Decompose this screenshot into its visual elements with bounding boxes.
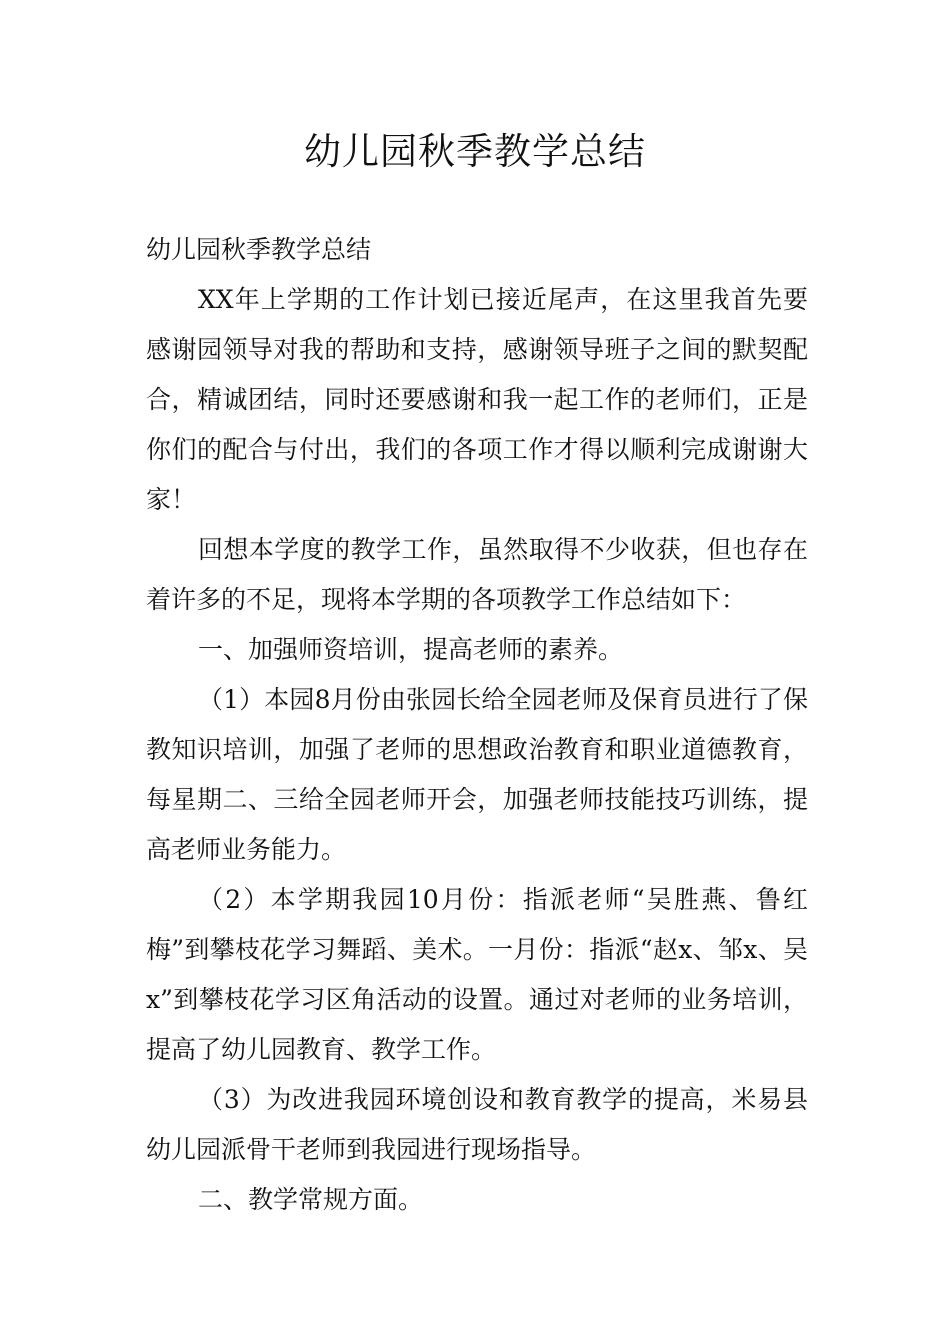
- paragraph-item-3: （3）为改进我园环境创设和教育教学的提高，米易县幼儿园派骨干老师到我园进行现场指导。: [146, 1085, 808, 1164]
- paragraph-item-2: （2）本学期我园10月份：指派老师“吴胜燕、鲁红梅”到攀枝花学习舞蹈、美术。一月份：指派“赵x、邹x、吴x”到攀枝花学习区角活动的设置。通过对老师的业务培训，提高了幼儿园教育、教学工作。: [146, 885, 808, 1064]
- paragraph-intro: XX年上学期的工作计划已接近尾声，在这里我首先要感谢园领导对我的帮助和支持，感谢领导班子之间的默契配合，精诚团结，同时还要感谢和我一起工作的老师们，正是你们的配合与付出，我们的各项工作才得以顺利完成谢谢大家！: [146, 285, 808, 514]
- paragraph-review: 回想本学度的教学工作，虽然取得不少收获，但也存在着许多的不足，现将本学期的各项教学工作总结如下：: [146, 535, 808, 614]
- document-subtitle: 幼儿园秋季教学总结: [146, 235, 372, 264]
- section-heading-1: 一、加强师资培训，提高老师的素养。: [198, 635, 624, 664]
- paragraph-item-1: （1）本园8月份由张园长给全园老师及保育员进行了保教知识培训，加强了老师的思想政治教育和职业道德教育，每星期二、三给全园老师开会，加强老师技能技巧训练，提高老师业务能力。: [146, 685, 808, 864]
- document-title: 幼儿园秋季教学总结: [304, 130, 646, 173]
- section-heading-2: 二、教学常规方面。: [198, 1185, 424, 1214]
- document-body: [146, 225, 808, 1225]
